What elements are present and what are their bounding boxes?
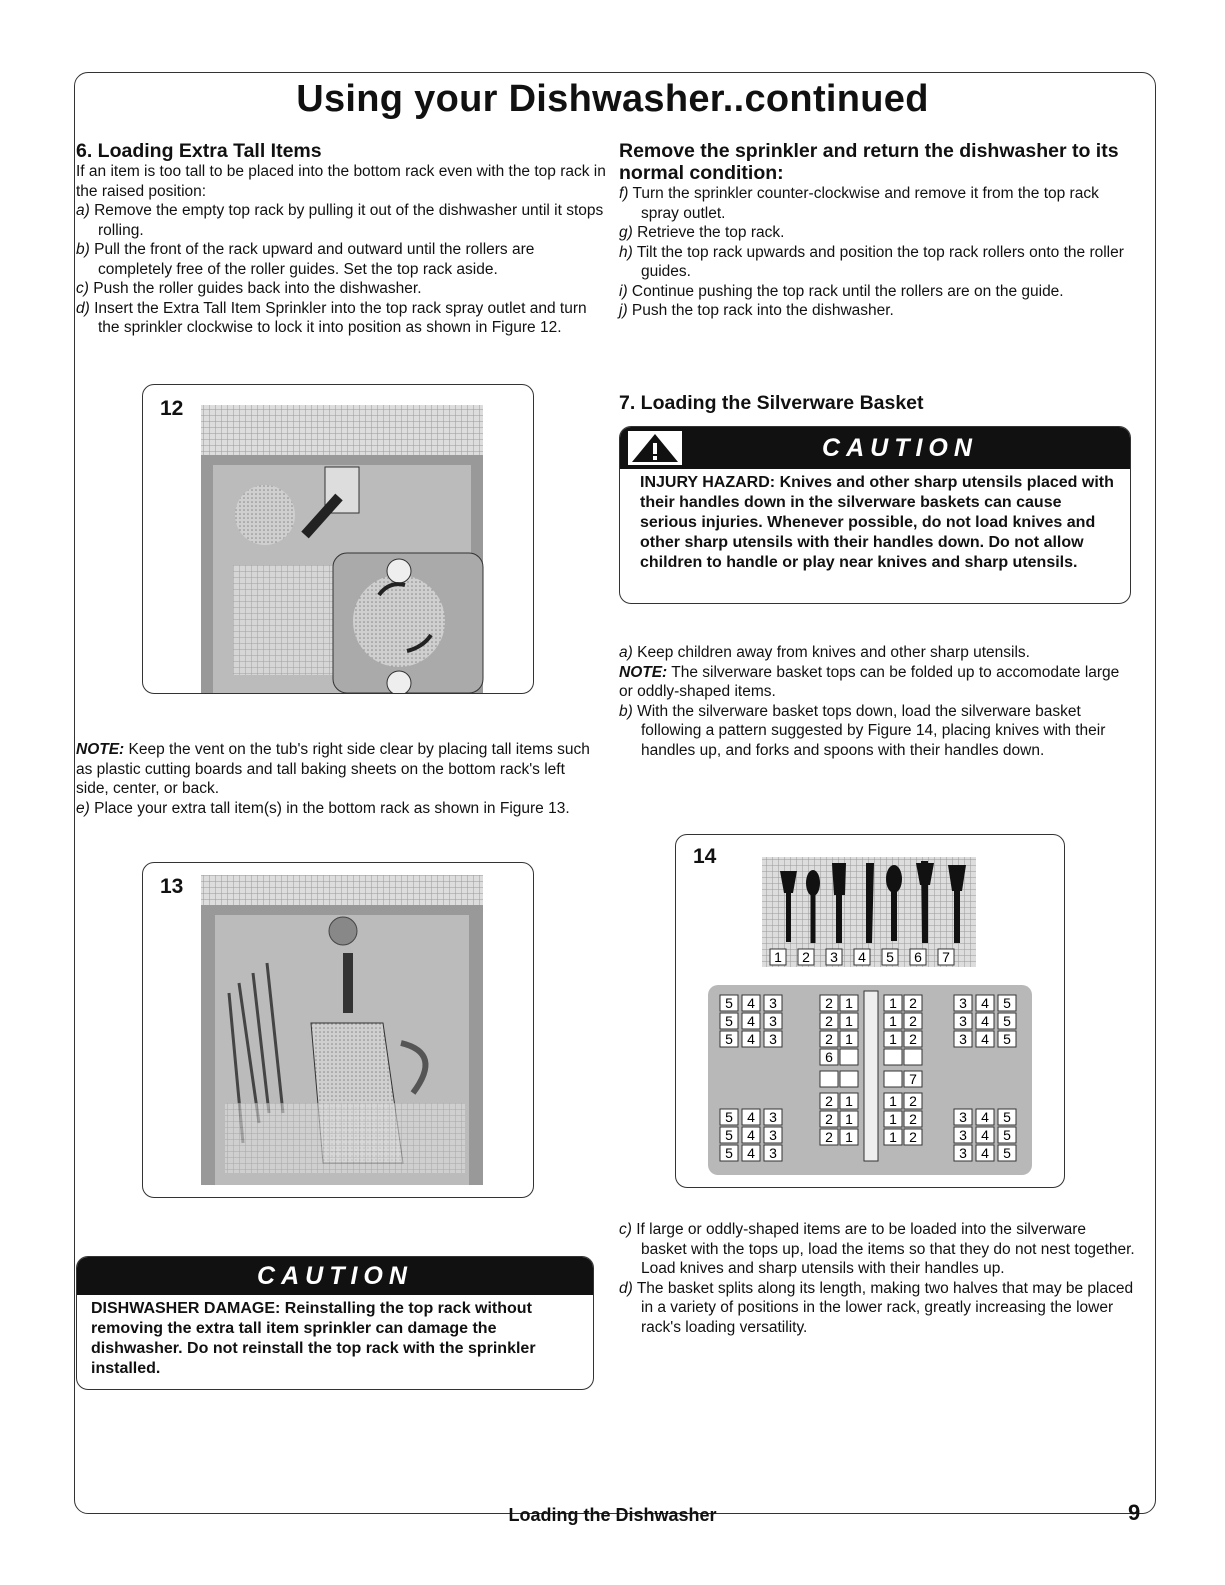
step-j xyxy=(619,301,1139,321)
svg-text:1: 1 xyxy=(845,1129,853,1145)
svg-text:2: 2 xyxy=(825,995,833,1011)
svg-text:5: 5 xyxy=(725,1145,733,1161)
svg-text:2: 2 xyxy=(825,1031,833,1047)
figure-12 xyxy=(142,384,534,694)
svg-text:4: 4 xyxy=(747,1031,755,1047)
right-column-top xyxy=(619,140,1139,321)
step-b xyxy=(76,240,606,279)
step-text: Keep children away from knives and other sharp utensils. xyxy=(637,644,1030,661)
basket-cell xyxy=(720,1013,738,1029)
step-c-silverware xyxy=(619,1220,1135,1279)
utensil-number-box xyxy=(882,949,898,965)
step-letter: b) xyxy=(76,241,90,258)
svg-text:5: 5 xyxy=(725,1127,733,1143)
basket-cell xyxy=(998,1013,1016,1029)
silverware-basket-diagram xyxy=(676,835,1064,1187)
basket-cell xyxy=(764,1013,782,1029)
note-text: Keep the vent on the tub's right side clear by placing tall items such as plastic cutting boards and tall baking sheets on the bottom rack's left side, center, or back. xyxy=(76,741,590,797)
page-number: 9 xyxy=(1128,1500,1141,1525)
step-letter: j) xyxy=(619,302,628,319)
step-c xyxy=(76,279,606,299)
caution-title: CAUTION xyxy=(620,427,1130,469)
caution-box-dishwasher-damage xyxy=(76,1256,594,1390)
basket-cell xyxy=(742,1127,760,1143)
svg-text:2: 2 xyxy=(909,1129,917,1145)
step-letter: g) xyxy=(619,224,633,241)
basket-cell xyxy=(884,1013,902,1029)
basket-cell xyxy=(998,1109,1016,1125)
basket-cell xyxy=(820,1013,838,1029)
basket-cell xyxy=(976,995,994,1011)
basket-cell xyxy=(904,1049,922,1065)
svg-text:4: 4 xyxy=(747,1109,755,1125)
utensil-number-row xyxy=(770,949,954,965)
basket-cell xyxy=(976,1145,994,1161)
basket-cell xyxy=(954,995,972,1011)
basket-cell xyxy=(742,1013,760,1029)
basket-cell xyxy=(954,1127,972,1143)
basket-cell xyxy=(998,1127,1016,1143)
figure-number: 13 xyxy=(160,875,184,898)
svg-text:2: 2 xyxy=(909,1111,917,1127)
figure-13 xyxy=(142,862,534,1198)
step-i xyxy=(619,282,1139,302)
step-text: Tilt the top rack upwards and position the top rack rollers onto the roller guides. xyxy=(636,243,1124,280)
figure-number: 14 xyxy=(693,845,717,868)
left-column-top xyxy=(76,140,606,338)
step-letter: f) xyxy=(619,185,629,202)
svg-text:5: 5 xyxy=(725,1109,733,1125)
basket-cell xyxy=(720,1145,738,1161)
svg-text:5: 5 xyxy=(725,1031,733,1047)
step-e xyxy=(76,799,596,819)
basket-cell xyxy=(884,1093,902,1109)
step-letter: h) xyxy=(619,243,633,261)
dishwasher-tall-items-illustration xyxy=(143,863,533,1197)
basket-cell xyxy=(884,995,902,1011)
svg-text:7: 7 xyxy=(909,1071,917,1087)
svg-text:3: 3 xyxy=(830,949,838,965)
basket-cell xyxy=(742,1031,760,1047)
svg-text:2: 2 xyxy=(802,949,810,965)
svg-text:3: 3 xyxy=(959,1109,967,1125)
svg-text:3: 3 xyxy=(769,1145,777,1161)
svg-text:5: 5 xyxy=(725,995,733,1011)
step-text: Continue pushing the top rack until the rollers are on the guide. xyxy=(631,282,1064,300)
svg-text:4: 4 xyxy=(858,949,866,965)
footer-section-title: Loading the Dishwasher xyxy=(508,1505,717,1525)
step-h xyxy=(619,243,1139,282)
step-a-silverware xyxy=(619,643,1129,663)
step-text: Turn the sprinkler counter-clockwise and remove it from the top rack spray outlet. xyxy=(632,185,1099,222)
svg-text:4: 4 xyxy=(981,995,989,1011)
svg-text:4: 4 xyxy=(747,995,755,1011)
svg-text:4: 4 xyxy=(981,1109,989,1125)
basket-grid xyxy=(708,985,1032,1175)
svg-text:4: 4 xyxy=(981,1031,989,1047)
basket-cell xyxy=(720,1031,738,1047)
svg-text:5: 5 xyxy=(1003,1031,1011,1047)
basket-cell xyxy=(884,1031,902,1047)
section-heading-remove-sprinkler: Remove the sprinkler and return the dishwasher to its normal condition: xyxy=(619,140,1119,184)
step-d xyxy=(76,299,606,338)
svg-text:3: 3 xyxy=(769,1013,777,1029)
svg-text:6: 6 xyxy=(914,949,922,965)
step-text: Push the roller guides back into the dishwasher. xyxy=(93,280,422,297)
svg-text:5: 5 xyxy=(1003,1109,1011,1125)
basket-cell xyxy=(884,1129,902,1145)
svg-text:1: 1 xyxy=(845,1031,853,1047)
basket-cell xyxy=(840,1093,858,1109)
caution-text: DISHWASHER DAMAGE: Reinstalling the top rack without removing the extra tall item sprinkler can damage the dishwasher. Do not reinstall the top rack with the sprinkler installed. xyxy=(91,1300,536,1377)
svg-text:5: 5 xyxy=(1003,1127,1011,1143)
basket-cell xyxy=(840,1071,858,1087)
step-letter: c) xyxy=(619,1221,632,1238)
basket-cell xyxy=(954,1031,972,1047)
basket-cell xyxy=(998,995,1016,1011)
basket-cell xyxy=(840,1013,858,1029)
basket-cell xyxy=(720,995,738,1011)
step-text: Place your extra tall item(s) in the bottom rack as shown in Figure 13. xyxy=(94,799,570,817)
basket-cell xyxy=(976,1109,994,1125)
basket-cell xyxy=(904,1013,922,1029)
basket-cell xyxy=(742,995,760,1011)
svg-text:2: 2 xyxy=(909,1013,917,1029)
basket-cell xyxy=(820,1129,838,1145)
step-b-silverware xyxy=(619,702,1129,761)
step-d-silverware xyxy=(619,1279,1135,1338)
svg-text:1: 1 xyxy=(889,995,897,1011)
svg-text:5: 5 xyxy=(725,1013,733,1029)
step-letter: i) xyxy=(619,282,628,300)
dishwasher-sprinkler-illustration xyxy=(143,385,533,693)
figure-number: 12 xyxy=(160,397,184,420)
basket-cell xyxy=(820,995,838,1011)
step-letter: b) xyxy=(619,702,633,720)
step-letter: a) xyxy=(76,202,90,219)
svg-text:2: 2 xyxy=(825,1093,833,1109)
basket-cell xyxy=(998,1031,1016,1047)
svg-text:6: 6 xyxy=(825,1049,833,1065)
basket-cell xyxy=(764,1109,782,1125)
svg-text:3: 3 xyxy=(769,995,777,1011)
basket-cell xyxy=(764,1127,782,1143)
basket-cell xyxy=(954,1145,972,1161)
note-label: NOTE: xyxy=(619,663,668,681)
svg-text:1: 1 xyxy=(845,1111,853,1127)
basket-cell xyxy=(904,1031,922,1047)
utensil-number-box xyxy=(938,949,954,965)
step-letter: a) xyxy=(619,644,633,661)
step-text: Retrieve the top rack. xyxy=(637,224,785,241)
svg-text:1: 1 xyxy=(845,1013,853,1029)
step-text: The basket splits along its length, making two halves that may be placed in a variety of positions in the lower rack, greatly increasing the lower rack's loading versatility. xyxy=(636,1279,1134,1336)
basket-cell xyxy=(764,995,782,1011)
svg-text:4: 4 xyxy=(981,1013,989,1029)
basket-cell xyxy=(884,1071,902,1087)
caution-text: INJURY HAZARD: Knives and other sharp utensils placed with their handles down in the silverware baskets can cause serious injuries. Whenever possible, do not load knives and other sharp utensils with their handles down. Do not allow children to handle or play near knives and sharp utensils. xyxy=(640,474,1114,571)
utensil-number-box xyxy=(910,949,926,965)
svg-text:1: 1 xyxy=(889,1129,897,1145)
svg-text:4: 4 xyxy=(747,1145,755,1161)
basket-cell xyxy=(904,995,922,1011)
step-letter: e) xyxy=(76,799,90,817)
utensil-number-box xyxy=(798,949,814,965)
svg-text:1: 1 xyxy=(889,1031,897,1047)
svg-text:4: 4 xyxy=(747,1013,755,1029)
basket-cell xyxy=(840,1031,858,1047)
svg-text:5: 5 xyxy=(886,949,894,965)
step-a xyxy=(76,201,606,240)
svg-text:2: 2 xyxy=(825,1129,833,1145)
note-label: NOTE: xyxy=(76,741,125,758)
basket-cell xyxy=(954,1013,972,1029)
svg-text:4: 4 xyxy=(981,1145,989,1161)
basket-cell xyxy=(904,1111,922,1127)
svg-text:1: 1 xyxy=(889,1093,897,1109)
basket-cell xyxy=(820,1111,838,1127)
warning-triangle-icon xyxy=(628,431,682,465)
svg-text:4: 4 xyxy=(747,1127,755,1143)
figure-14 xyxy=(675,834,1065,1188)
section-heading-7: 7. Loading the Silverware Basket xyxy=(619,392,924,414)
basket-cell xyxy=(720,1127,738,1143)
basket-cell xyxy=(840,1111,858,1127)
svg-text:2: 2 xyxy=(825,1013,833,1029)
svg-text:3: 3 xyxy=(959,1013,967,1029)
svg-text:1: 1 xyxy=(845,1093,853,1109)
svg-text:2: 2 xyxy=(909,995,917,1011)
intro-text: If an item is too tall to be placed into the bottom rack even with the top rack in the raised position: xyxy=(76,163,606,200)
basket-cell xyxy=(820,1049,838,1065)
svg-text:5: 5 xyxy=(1003,1013,1011,1029)
basket-cell xyxy=(840,1129,858,1145)
basket-cell xyxy=(976,1127,994,1143)
svg-text:1: 1 xyxy=(845,995,853,1011)
svg-text:1: 1 xyxy=(889,1013,897,1029)
basket-cell xyxy=(840,995,858,1011)
svg-text:4: 4 xyxy=(981,1127,989,1143)
caution-box-injury-hazard xyxy=(619,426,1131,604)
basket-divider xyxy=(864,991,878,1161)
basket-cell xyxy=(764,1031,782,1047)
right-column-bottom xyxy=(619,1220,1135,1337)
note-text: The silverware basket tops can be folded up to accomodate large or oddly-shaped items. xyxy=(619,663,1120,700)
basket-cell xyxy=(954,1109,972,1125)
basket-cell xyxy=(840,1049,858,1065)
basket-cell xyxy=(884,1049,902,1065)
svg-text:3: 3 xyxy=(959,1127,967,1143)
utensil-number-box xyxy=(770,949,786,965)
utensil-number-box xyxy=(826,949,842,965)
basket-cell xyxy=(884,1111,902,1127)
caution-title: CAUTION xyxy=(77,1257,593,1295)
svg-text:5: 5 xyxy=(1003,1145,1011,1161)
basket-cell xyxy=(998,1145,1016,1161)
svg-text:7: 7 xyxy=(942,949,950,965)
step-text: If large or oddly-shaped items are to be loaded into the silverware basket with the tops up, load the items so that they do not nest together. Load knives and sharp utensils with their handles up. xyxy=(636,1221,1135,1277)
svg-text:3: 3 xyxy=(959,995,967,1011)
svg-text:3: 3 xyxy=(959,1145,967,1161)
step-f xyxy=(619,184,1139,223)
basket-cell xyxy=(904,1071,922,1087)
svg-text:3: 3 xyxy=(769,1127,777,1143)
basket-cell xyxy=(976,1031,994,1047)
basket-cell xyxy=(820,1093,838,1109)
step-text: With the silverware basket tops down, load the silverware basket following a pattern suggested by Figure 14, placing knives with their handles up, and forks and spoons with their handles down. xyxy=(637,702,1106,759)
basket-cell xyxy=(904,1093,922,1109)
svg-text:2: 2 xyxy=(909,1031,917,1047)
right-column-middle xyxy=(619,643,1129,760)
section-heading-6: 6. Loading Extra Tall Items xyxy=(76,140,322,162)
step-letter: c) xyxy=(76,280,89,297)
basket-cell xyxy=(904,1129,922,1145)
svg-text:1: 1 xyxy=(889,1111,897,1127)
basket-cell xyxy=(720,1109,738,1125)
svg-text:2: 2 xyxy=(825,1111,833,1127)
step-g xyxy=(619,223,1139,243)
step-text: Remove the empty top rack by pulling it out of the dishwasher until it stops rolling. xyxy=(94,202,604,239)
svg-text:3: 3 xyxy=(959,1031,967,1047)
basket-cell xyxy=(742,1109,760,1125)
step-text: Push the top rack into the dishwasher. xyxy=(631,302,894,319)
svg-text:3: 3 xyxy=(769,1109,777,1125)
page-title: Using your Dishwasher..continued xyxy=(296,78,929,120)
svg-text:5: 5 xyxy=(1003,995,1011,1011)
basket-cell xyxy=(976,1013,994,1029)
svg-text:2: 2 xyxy=(909,1093,917,1109)
utensil-number-box xyxy=(854,949,870,965)
note-paragraph xyxy=(76,740,596,799)
note-paragraph xyxy=(619,663,1129,702)
step-text: Insert the Extra Tall Item Sprinkler into the top rack spray outlet and turn the sprinkler clockwise to lock it into position as shown in Figure 12. xyxy=(94,299,587,336)
basket-cell xyxy=(820,1031,838,1047)
svg-text:3: 3 xyxy=(769,1031,777,1047)
step-text: Pull the front of the rack upward and outward until the rollers are completely free of the roller guides. Set the top rack aside. xyxy=(94,241,535,278)
step-letter: d) xyxy=(76,299,90,317)
svg-text:1: 1 xyxy=(774,949,782,965)
basket-cell xyxy=(764,1145,782,1161)
left-column-middle xyxy=(76,740,596,818)
basket-cell xyxy=(820,1071,838,1087)
step-letter: d) xyxy=(619,1279,633,1297)
basket-cell xyxy=(742,1145,760,1161)
